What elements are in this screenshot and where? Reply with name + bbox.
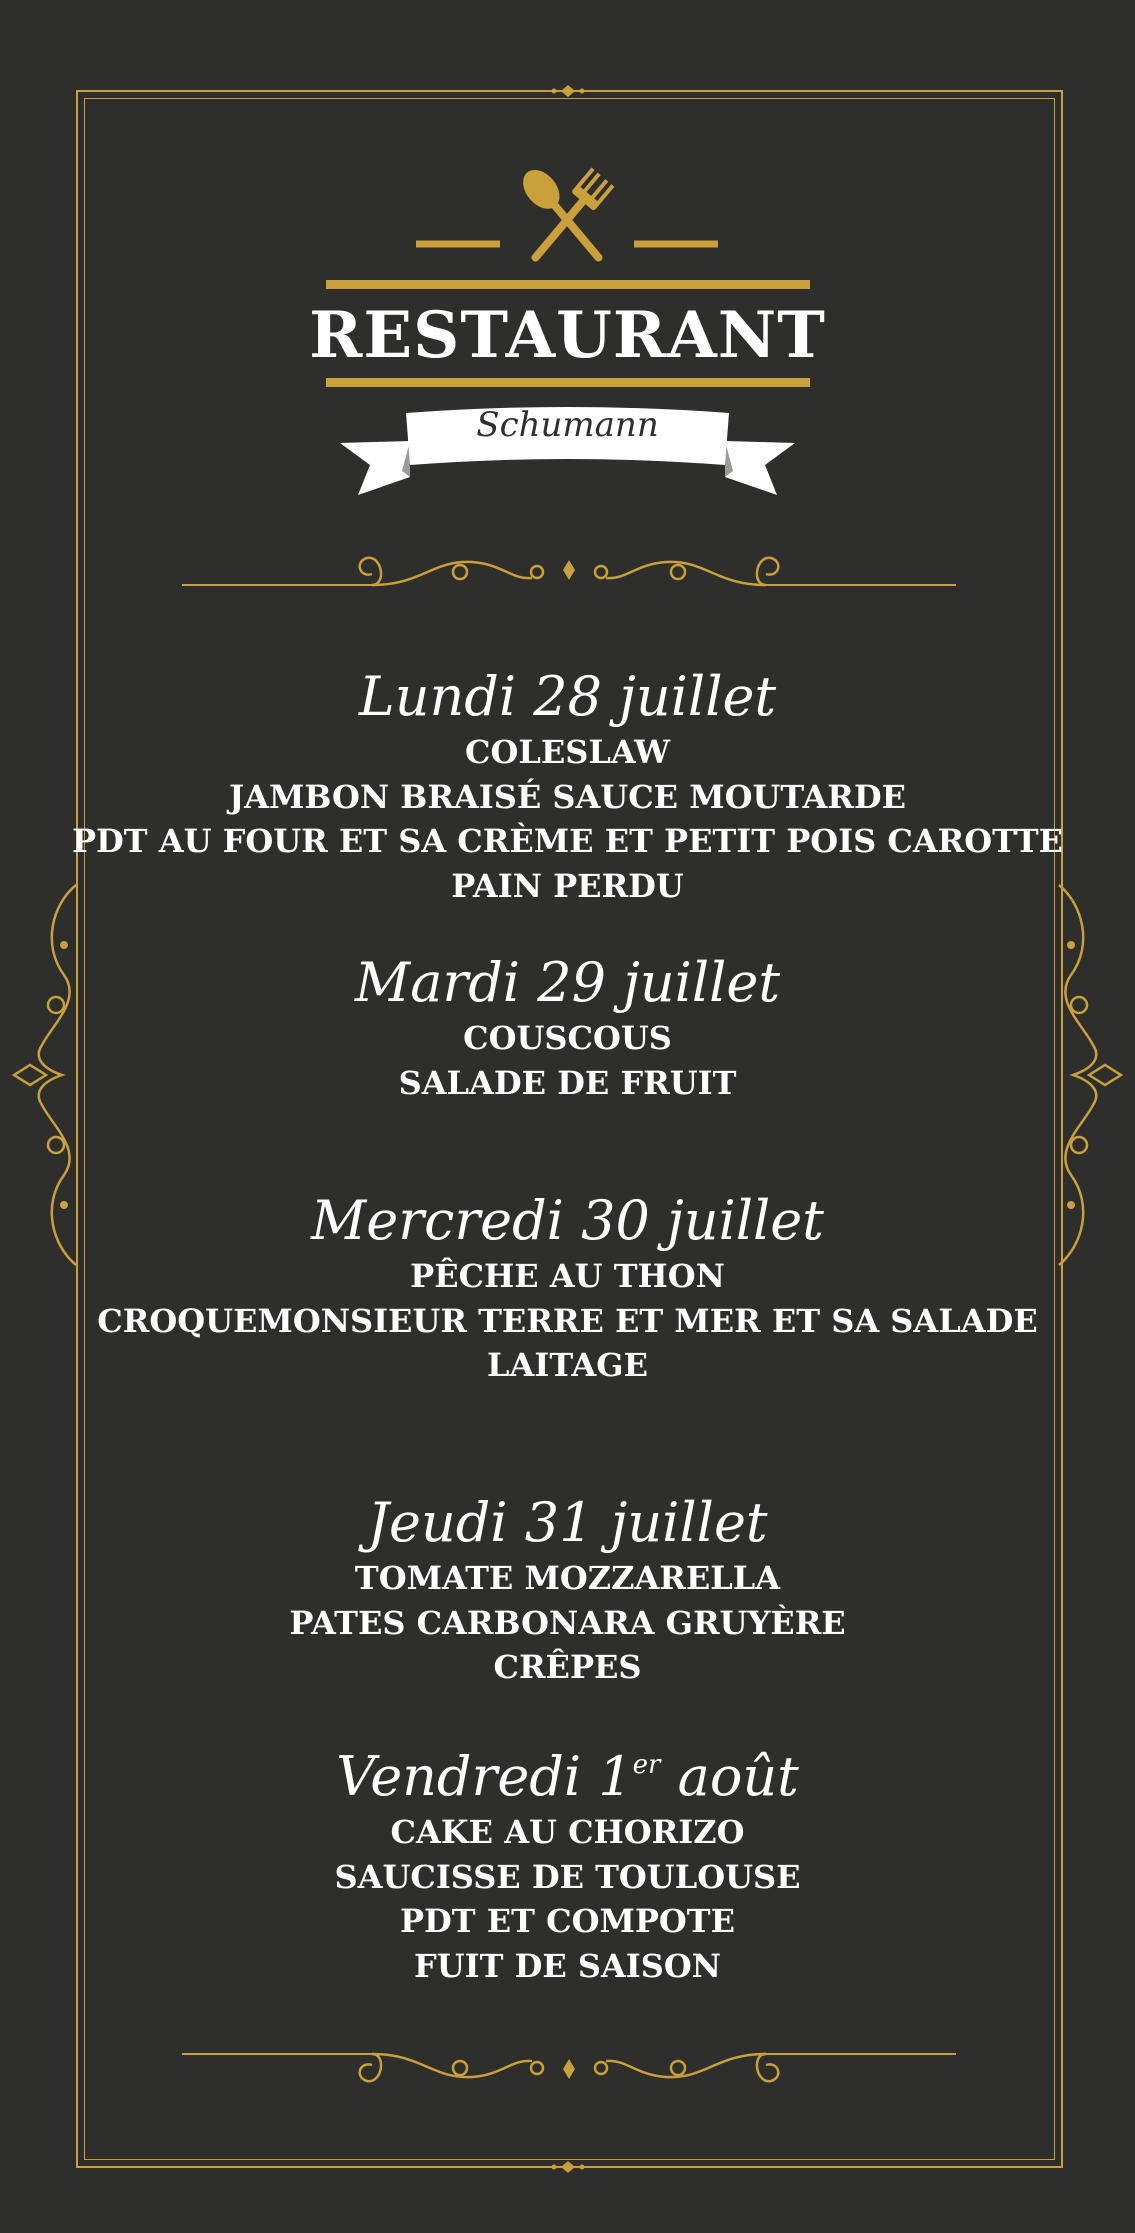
spoon-fork-icon [412,160,722,275]
day-mercredi [0,1188,1135,1388]
dish-item: PAIN PERDU [451,866,684,905]
dish-item: SAUCISSE DE TOULOUSE [334,1857,801,1896]
day-title-main: Vendredi 1 [336,1745,633,1808]
dish-item: COLESLAW [464,733,670,771]
dish-item: PATES CARBONARA GRUYÈRE [289,1603,846,1642]
restaurant-name: Schumann [476,405,659,445]
day-title-month: août [660,1745,799,1808]
restaurant-title: RESTAURANT [309,298,826,373]
day-lundi [0,664,1135,908]
day-title-ordinal: er [632,1750,661,1780]
dish-item: COUSCOUS [463,1019,672,1057]
top-frame-ornament [548,84,588,98]
dish-item: SALADE DE FRUIT [398,1063,737,1102]
day-title: Jeudi 31 juillet [367,1491,768,1554]
dish-item: JAMBON BRAISÉ SAUCE MOUTARDE [228,777,907,816]
dish-item: PDT AU FOUR ET SA CRÈME ET PETIT POIS CAROTTE [71,822,1064,860]
day-title: Mercredi 30 juillet [311,1189,824,1252]
dish-item: TOMATE MOZZARELLA [354,1559,781,1597]
dish-item: PÊCHE AU THON [410,1257,725,1295]
day-vendredi [0,1732,1135,1988]
dish-item: CAKE AU CHORIZO [390,1813,745,1851]
dish-item: FUIT DE SAISON [414,1946,721,1985]
day-title [0,1732,1135,1810]
dish-item: PDT ET COMPOTE [399,1902,735,1940]
dish-item: CRÊPES [493,1648,642,1686]
dish-item: CROQUEMONSIEUR TERRE ET MER ET SA SALADE [97,1301,1038,1340]
day-mardi [0,950,1135,1105]
day-title: Mardi 29 juillet [354,951,781,1014]
bottom-frame-ornament [548,2160,588,2174]
day-title: Lundi 28 juillet [358,665,777,728]
dish-item: LAITAGE [487,1346,648,1384]
ornament-divider-bottom [182,2048,956,2103]
day-jeudi [0,1490,1135,1690]
ornament-divider-top [182,540,956,595]
